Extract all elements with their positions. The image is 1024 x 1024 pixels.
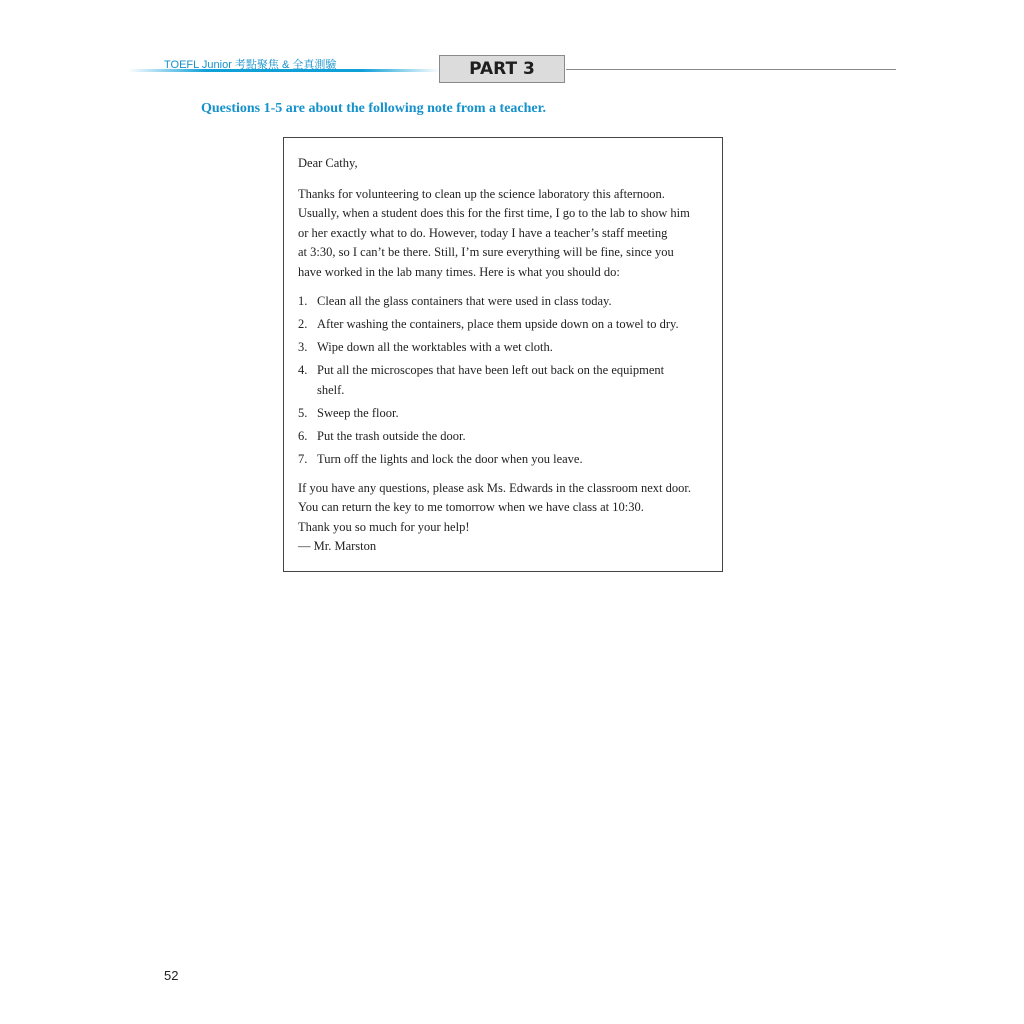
note-closing-line: If you have any questions, please ask Ms. Edwards in the classroom next door.: [298, 480, 691, 495]
step-text-line: Turn off the lights and lock the door when you leave.: [317, 452, 583, 467]
step-text: [317, 450, 712, 470]
note-body-line: Usually, when a student does this for the first time, I go to the lab to show him: [298, 206, 690, 220]
step-text-line: Sweep the floor.: [317, 405, 399, 420]
note-body-paragraph: [298, 185, 712, 283]
step-item: [298, 450, 712, 470]
note-closing: [298, 479, 712, 557]
instruction-steps-list: [298, 292, 712, 470]
step-item: [298, 292, 712, 312]
note-body-line: or her exactly what to do. However, today I have a teacher’s staff meeting: [298, 225, 668, 240]
step-text: [317, 361, 712, 400]
step-number: 6.: [298, 428, 308, 443]
note-body-line: have worked in the lab many times. Here is what you should do:: [298, 264, 620, 279]
step-number: 4.: [298, 363, 308, 378]
part-label: PART 3: [439, 55, 565, 83]
step-item: [298, 404, 712, 424]
note-body-line: at 3:30, so I can’t be there. Still, I’m sure everything will be fine, since you: [298, 245, 674, 259]
step-text: [317, 315, 712, 335]
step-text-line: After washing the containers, place them upside down on a towel to dry.: [317, 317, 679, 332]
note-closing-line: You can return the key to me tomorrow when we have class at 10:30.: [298, 500, 644, 515]
question-instruction: Questions 1-5 are about the following note from a teacher.: [201, 101, 547, 116]
step-text: [317, 404, 712, 424]
step-item: [298, 427, 712, 447]
note-body-line: Thanks for volunteering to clean up the science laboratory this afternoon.: [298, 186, 665, 201]
step-item: [298, 315, 712, 335]
step-number: 2.: [298, 317, 308, 332]
step-number: 1.: [298, 294, 308, 308]
page-number: 52: [164, 968, 179, 983]
note-closing-line: Thank you so much for your help!: [298, 519, 470, 534]
step-text: [317, 427, 712, 447]
note-signature: — Mr. Marston: [298, 539, 377, 554]
step-number: 5.: [298, 405, 308, 420]
note-content: [298, 154, 712, 557]
step-text-line: shelf.: [317, 382, 345, 397]
step-text-line: Wipe down all the worktables with a wet cloth.: [317, 340, 553, 355]
step-item: [298, 338, 712, 358]
step-text-line: Clean all the glass containers that were used in class today.: [317, 294, 612, 308]
step-number: 7.: [298, 452, 308, 467]
step-text: [317, 292, 712, 312]
header-rule-right: [566, 69, 896, 70]
teacher-note: [283, 137, 723, 572]
step-item: [298, 361, 712, 400]
step-text: [317, 338, 712, 358]
step-number: 3.: [298, 340, 308, 355]
step-text-line: Put the trash outside the door.: [317, 428, 466, 443]
book-title: TOEFL Junior 考點聚焦 & 全真測驗: [164, 59, 337, 71]
note-salutation: Dear Cathy,: [298, 156, 358, 170]
step-text-line: Put all the microscopes that have been left out back on the equipment: [317, 363, 665, 378]
